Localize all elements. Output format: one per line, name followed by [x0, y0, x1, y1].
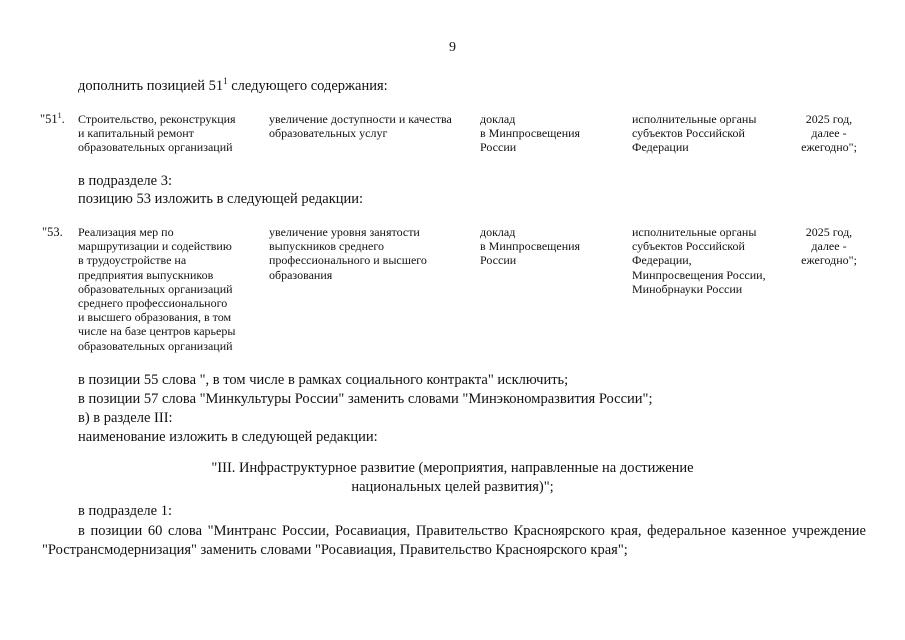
- subsection-1-line: в подразделе 1:: [78, 503, 172, 519]
- intro-text-after: следующего содержания:: [227, 78, 388, 94]
- row53-result: увеличение уровня занятости выпускников среднего профессионального и высшего образования: [269, 225, 427, 282]
- row51-number-sup: 1: [57, 110, 62, 120]
- row51-result: увеличение доступности и качества образовательных услуг: [269, 112, 452, 141]
- row51-number-before: "51: [40, 112, 58, 126]
- row51-number-after: .: [61, 112, 65, 126]
- row53-executors: исполнительные органы субъектов Российской Федерации, Минпросвещения России, Минобрнауки России: [632, 225, 766, 296]
- intro-text-before: дополнить позицией 51: [78, 78, 224, 94]
- position-57-edit: в позиции 57 слова "Минкультуры России" заменить словами "Минэкономразвития России";: [78, 391, 653, 407]
- row53-report: доклад в Минпросвещения России: [480, 225, 581, 268]
- row53-deadline: 2025 год, далее - ежегодно";: [801, 225, 857, 268]
- row51-event: Строительство, реконструкция и капитальный ремонт образовательных организаций: [78, 112, 236, 155]
- position-53-line: позицию 53 изложить в следующей редакции:: [78, 191, 364, 207]
- row51-report: доклад в Минпросвещения России: [480, 112, 581, 155]
- position-60-edit: в позиции 60 слова "Минтранс России, Росавиация, Правительство Красноярского края, федеральное казенное учреждение "Ространсмодернизация" заменить словами "Росавиация, Правительство Красноярского края";: [42, 523, 866, 558]
- subsection-3-line: в подразделе 3:: [78, 173, 172, 189]
- row51-executors: исполнительные органы субъектов Российской Федерации: [632, 112, 757, 155]
- page-number: 9: [449, 40, 456, 55]
- section-3-heading: в) в разделе III:: [78, 410, 173, 426]
- section-title: "III. Инфраструктурное развитие (мероприятия, направленные на достижение национальных целей развития)";: [211, 460, 694, 495]
- intro-line: [78, 78, 388, 95]
- row53-number: "53.: [42, 225, 63, 239]
- row51-number: [40, 112, 65, 126]
- position-55-edit: в позиции 55 слова ", в том числе в рамках социального контракта" исключить;: [78, 372, 569, 388]
- intro-superscript: 1: [223, 76, 228, 87]
- row53-event: Реализация мер по маршрутизации и содействию в трудоустройстве на предприятия выпускников образовательных организаций среднего профессионального и высшего образования, в том числе на базе центров карьеры образовательных организаций: [78, 225, 236, 353]
- row51-deadline: 2025 год, далее - ежегодно";: [801, 112, 857, 155]
- title-edit-line: наименование изложить в следующей редакции:: [78, 429, 378, 445]
